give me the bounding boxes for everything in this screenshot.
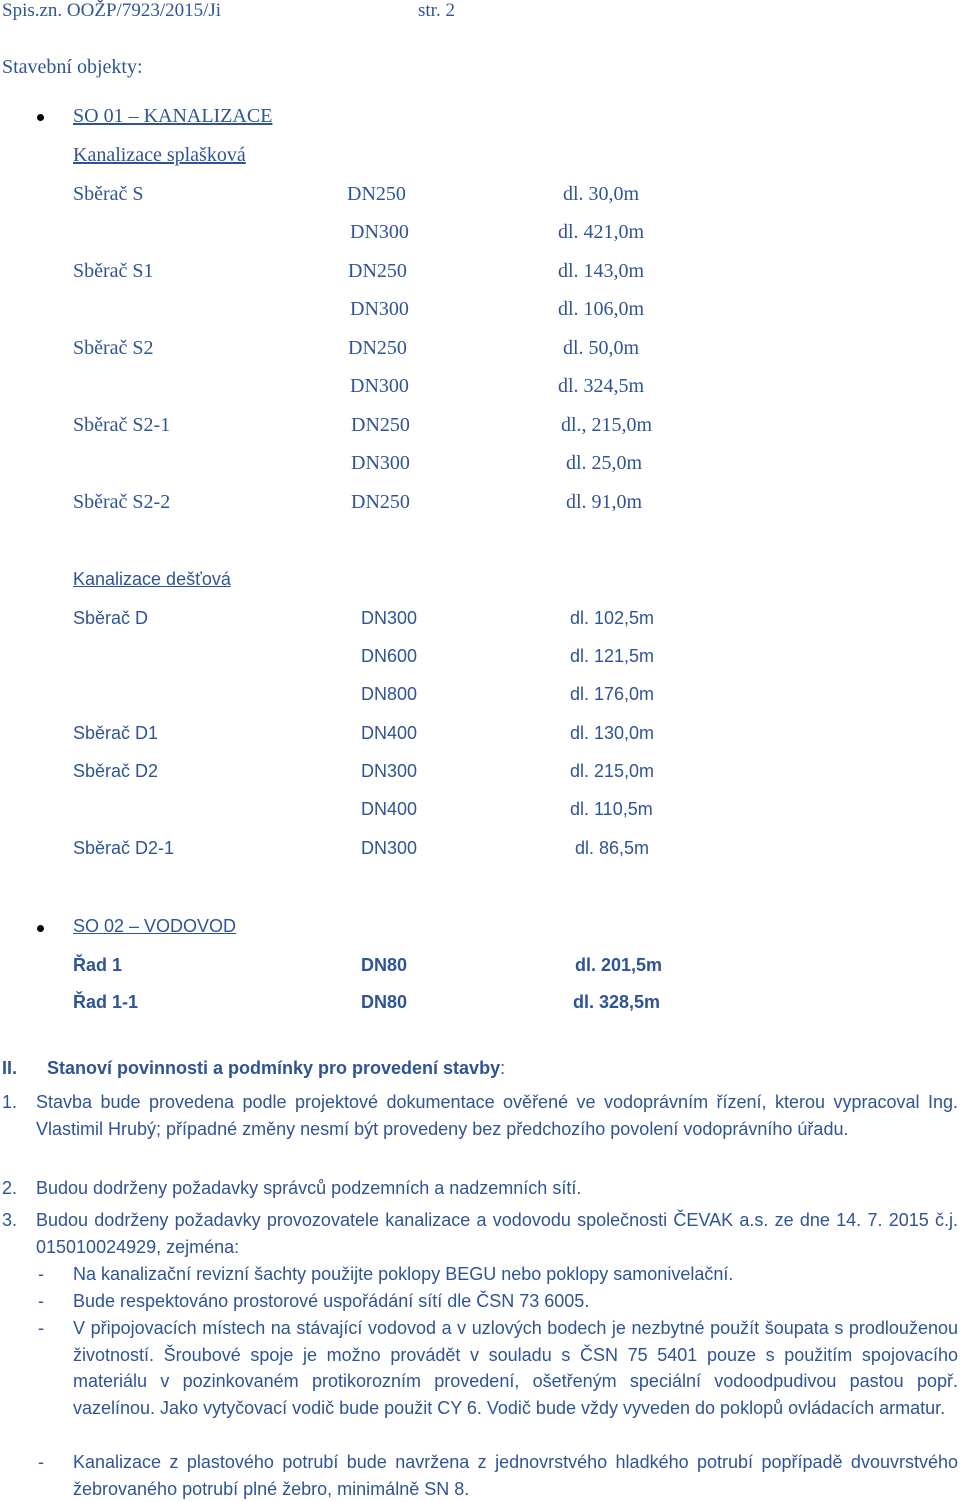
conditions-heading <box>47 1058 505 1079</box>
row-dn: DN250 <box>347 183 406 205</box>
conditions-title: Stanoví povinnosti a podmínky pro provedení stavby <box>47 1058 501 1078</box>
condition-item: Budou dodrženy požadavky provozovatele kanalizace a vodovodu společnosti ČEVAK a.s. ze dne 14. 7. 2015 č.j. 015010024929, zejména: <box>36 1210 958 1257</box>
page-number: str. 2 <box>418 0 455 21</box>
condition-item: Budou dodrženy požadavky správců podzemních a nadzemních sítí. <box>36 1178 582 1198</box>
row-dn: DN300 <box>361 838 418 858</box>
item-number: 1. <box>2 1092 18 1112</box>
row-dn: DN400 <box>361 799 418 819</box>
row-name: Sběrač D2-1 <box>73 838 175 858</box>
row-length: dl. 130,0m <box>570 723 655 743</box>
row-name: Sběrač S <box>73 183 144 205</box>
row-name: Sběrač S2-2 <box>73 491 171 513</box>
sub-item: Na kanalizační revizní šachty použijte poklopy BEGU nebo poklopy samonivelační. <box>73 1264 734 1284</box>
row-length: dl. 421,0m <box>558 221 645 243</box>
row-length: dl. 328,5m <box>573 992 661 1012</box>
row-name: Sběrač S1 <box>73 260 154 282</box>
dash-marker: - <box>38 1264 44 1284</box>
bullet-icon <box>37 925 44 932</box>
row-length: dl. 201,5m <box>575 955 663 975</box>
row-dn: DN300 <box>350 298 409 320</box>
row-dn: DN250 <box>351 491 410 513</box>
row-name: Sběrač S2-1 <box>73 414 171 436</box>
row-dn: DN400 <box>361 723 418 743</box>
row-dn: DN300 <box>361 761 418 781</box>
row-length: dl. 91,0m <box>566 491 643 513</box>
row-name: Sběrač D1 <box>73 723 159 743</box>
row-length: dl. 143,0m <box>558 260 645 282</box>
row-name: Sběrač S2 <box>73 337 154 359</box>
dash-marker: - <box>38 1318 44 1338</box>
row-dn: DN80 <box>361 992 408 1012</box>
row-dn: DN300 <box>351 452 410 474</box>
item-number: 2. <box>2 1178 18 1198</box>
row-name: Řad 1 <box>73 955 123 975</box>
row-length: dl. 176,0m <box>570 684 655 704</box>
item-number: 3. <box>2 1210 18 1230</box>
row-dn: DN250 <box>348 337 407 359</box>
row-length: dl. 215,0m <box>570 761 655 781</box>
row-dn: DN250 <box>348 260 407 282</box>
dash-marker: - <box>38 1452 44 1472</box>
row-length: dl. 121,5m <box>570 646 655 666</box>
row-name: Sběrač D <box>73 608 149 628</box>
splaskova-title: Kanalizace splašková <box>73 144 246 166</box>
sub-item: Bude respektováno prostorové uspořádání sítí dle ČSN 73 6005. <box>73 1291 590 1311</box>
row-dn: DN800 <box>361 684 418 704</box>
section-title: Stavební objekty: <box>2 56 143 78</box>
row-length: dl. 110,5m <box>570 799 653 819</box>
sub-item: V připojovacích místech na stávající vodovod a v uzlových bodech je nezbytné použít šoupata s prodlouženou životností. Šroubové spoje je možno provádět v souladu s ČSN 75 5401 pouze s použitím spojovacího materiálu v pozinkovaném protikorozním provedení, ošetřeným speciální vodoodpudivou pastou popř. vazelínou. Jako vytyčovací vodič bude použit CY 6. Vodič bude vždy vyveden do poklopů ovládacích armatur. <box>73 1318 958 1418</box>
condition-item: Stavba bude provedena podle projektové dokumentace ověřené ve vodoprávním řízení, kterou vypracoval Ing. Vlastimil Hrubý; případné změny nesmí být provedeny bez předchozího povolení vodoprávního úřadu. <box>36 1092 958 1139</box>
section-number: II. <box>2 1058 18 1078</box>
row-name: Sběrač D2 <box>73 761 159 781</box>
bullet-icon <box>37 114 44 121</box>
row-name: Řad 1-1 <box>73 992 139 1012</box>
row-length: dl., 215,0m <box>561 414 653 436</box>
conditions-colon: : <box>500 1058 506 1078</box>
row-length: dl. 30,0m <box>563 183 640 205</box>
row-dn: DN250 <box>351 414 410 436</box>
row-dn: DN600 <box>361 646 418 666</box>
file-reference: Spis.zn. OOŽP/7923/2015/Ji <box>2 0 222 21</box>
row-dn: DN80 <box>361 955 408 975</box>
destova-title: Kanalizace dešťová <box>73 569 231 589</box>
row-dn: DN300 <box>350 375 409 397</box>
dash-marker: - <box>38 1291 44 1311</box>
row-length: dl. 102,5m <box>570 608 655 628</box>
row-dn: DN300 <box>350 221 409 243</box>
so02-title: SO 02 – VODOVOD <box>73 916 237 936</box>
row-length: dl. 324,5m <box>558 375 645 397</box>
row-length: dl. 86,5m <box>575 838 650 858</box>
row-dn: DN300 <box>361 608 418 628</box>
sub-item: Kanalizace z plastového potrubí bude navržena z jednovrstvého hladkého potrubí popřípadě dvouvrstvého žebrovaného potrubí plné žebro, minimálně SN 8. <box>73 1452 958 1499</box>
row-length: dl. 106,0m <box>558 298 645 320</box>
row-length: dl. 50,0m <box>563 337 640 359</box>
row-length: dl. 25,0m <box>566 452 643 474</box>
so01-title: SO 01 – KANALIZACE <box>73 105 273 127</box>
